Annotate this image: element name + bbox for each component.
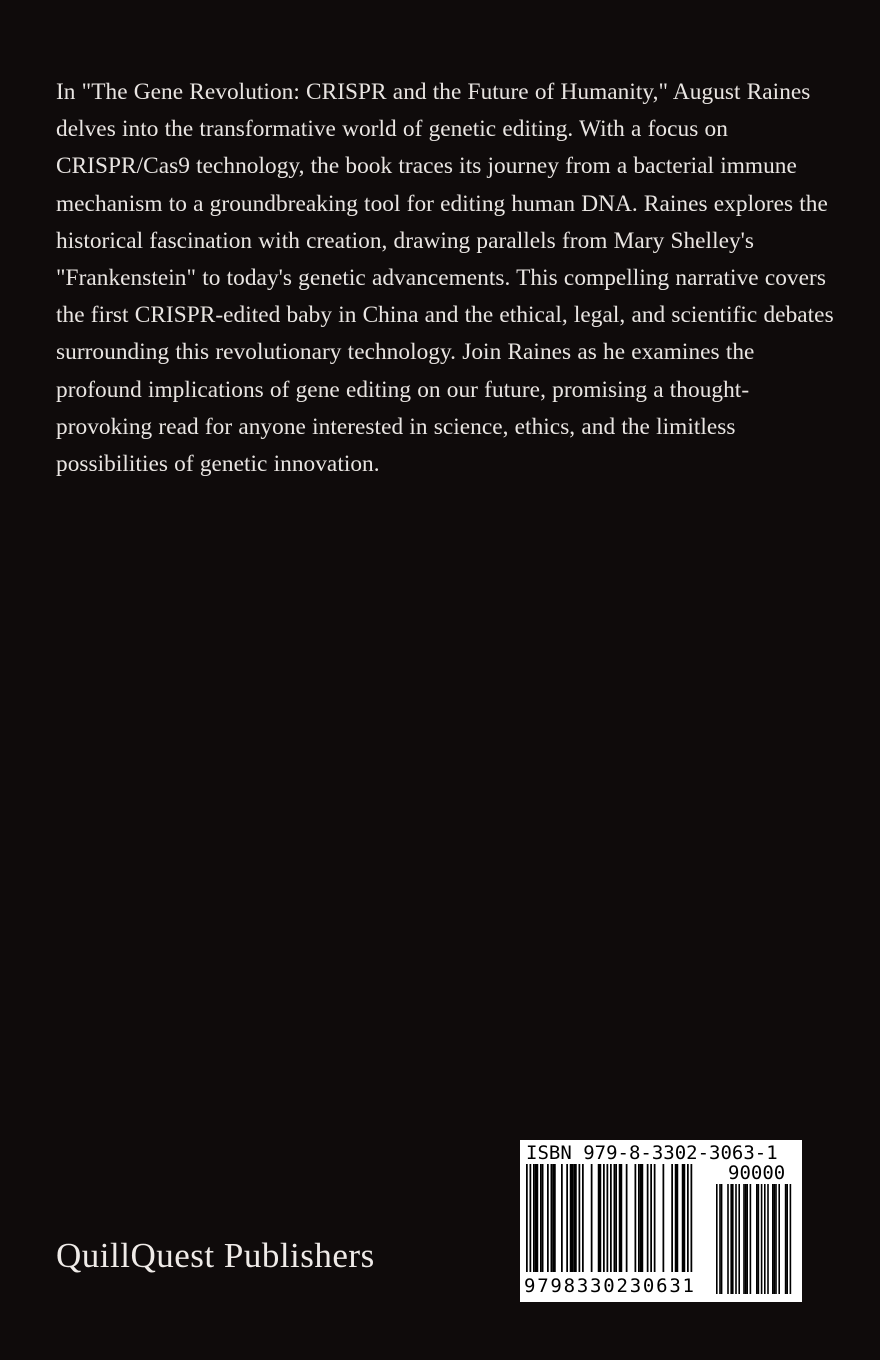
ean-bars xyxy=(526,1164,692,1272)
addon-bar xyxy=(767,1184,769,1294)
barcode-bar xyxy=(677,1164,679,1272)
barcode-bar xyxy=(691,1164,693,1272)
addon-bar xyxy=(778,1184,780,1294)
barcode-bar xyxy=(647,1164,649,1272)
barcode-bar xyxy=(663,1164,665,1272)
barcode-bar xyxy=(540,1164,542,1272)
barcode-bar xyxy=(533,1164,535,1272)
addon-bar xyxy=(721,1184,723,1294)
barcode-bar xyxy=(551,1164,553,1272)
barcode-bar xyxy=(579,1164,581,1272)
barcode-bar xyxy=(614,1164,616,1272)
barcode-bar xyxy=(635,1164,637,1272)
barcode-bar xyxy=(572,1164,574,1272)
addon-bar xyxy=(786,1184,788,1294)
barcode-graphic xyxy=(520,1140,802,1302)
barcode-bar xyxy=(626,1164,628,1272)
addon-bar xyxy=(738,1184,740,1294)
isbn-label: ISBN 979-8-3302-3063-1 xyxy=(526,1142,778,1164)
addon-bar xyxy=(746,1184,748,1294)
addon-bar xyxy=(735,1184,737,1294)
addon-bar xyxy=(719,1184,721,1294)
isbn-barcode xyxy=(520,1140,802,1302)
barcode-bar xyxy=(687,1164,689,1272)
barcode-bar xyxy=(537,1164,539,1272)
addon-bar xyxy=(758,1184,760,1294)
barcode-bar xyxy=(542,1164,544,1272)
barcode-bar xyxy=(684,1164,686,1272)
addon-bar xyxy=(764,1184,766,1294)
barcode-bar xyxy=(610,1164,612,1272)
barcode-bar xyxy=(575,1164,577,1272)
addon-bar xyxy=(775,1184,777,1294)
barcode-bar xyxy=(530,1164,532,1272)
addon-bar xyxy=(732,1184,734,1294)
barcode-bar xyxy=(640,1164,642,1272)
barcode-bar xyxy=(566,1164,568,1272)
addon-bar xyxy=(730,1184,732,1294)
addon-bar xyxy=(745,1184,747,1294)
barcode-bar xyxy=(650,1164,652,1272)
barcode-bar xyxy=(642,1164,644,1272)
addon-bars xyxy=(716,1184,791,1294)
barcode-bar xyxy=(600,1164,602,1272)
barcode-bar xyxy=(526,1164,528,1272)
barcode-bar xyxy=(547,1164,549,1272)
barcode-bar xyxy=(554,1164,556,1272)
addon-bar xyxy=(761,1184,763,1294)
ean-digits: 9798330230631 xyxy=(524,1275,694,1297)
barcode-bar xyxy=(591,1164,593,1272)
barcode-bar xyxy=(552,1164,554,1272)
barcode-bar xyxy=(570,1164,572,1272)
barcode-bar xyxy=(671,1164,673,1272)
barcode-bar xyxy=(638,1164,640,1272)
barcode-bar xyxy=(573,1164,575,1272)
addon-bar xyxy=(774,1184,776,1294)
publisher-name: QuillQuest Publishers xyxy=(56,1236,375,1275)
barcode-bar xyxy=(582,1164,584,1272)
barcode-bar xyxy=(598,1164,600,1272)
barcode-bar xyxy=(561,1164,563,1272)
addon-bar xyxy=(790,1184,792,1294)
addon-bar xyxy=(756,1184,758,1294)
barcode-bar xyxy=(654,1164,656,1272)
barcode-bar xyxy=(607,1164,609,1272)
addon-bar xyxy=(743,1184,745,1294)
barcode-bar xyxy=(619,1164,621,1272)
barcode-bar xyxy=(682,1164,684,1272)
barcode-bar xyxy=(535,1164,537,1272)
addon-bar xyxy=(727,1184,729,1294)
addon-bar xyxy=(772,1184,774,1294)
barcode-bar xyxy=(621,1164,623,1272)
addon-bar xyxy=(785,1184,787,1294)
price-code: 90000 xyxy=(728,1162,786,1184)
barcode-bar xyxy=(603,1164,605,1272)
back-cover-blurb: In "The Gene Revolution: CRISPR and the Future of Humanity," August Raines delves into the transformative world of genetic editing. With a focus on CRISPR/Cas9 technology, the book traces its journey from a bacterial immune mechanism to a groundbreaking tool for editing human DNA. Raines explores the historical fascination with creation, drawing parallels from Mary Shelley's "Frankenstein" to today's genetic advancements. This compelling narrative covers the first CRISPR-edited baby in China and the ethical, legal, and scientific debates surrounding this revolutionary technology. Join Raines as he examines the profound implications of gene editing on our future, promising a thought-provoking read for anyone interested in science, ethics, and the limitless possibilities of genetic innovation. xyxy=(56,79,834,478)
addon-bar xyxy=(750,1184,752,1294)
barcode-bar xyxy=(615,1164,617,1272)
addon-bar xyxy=(716,1184,718,1294)
barcode-bar xyxy=(675,1164,677,1272)
